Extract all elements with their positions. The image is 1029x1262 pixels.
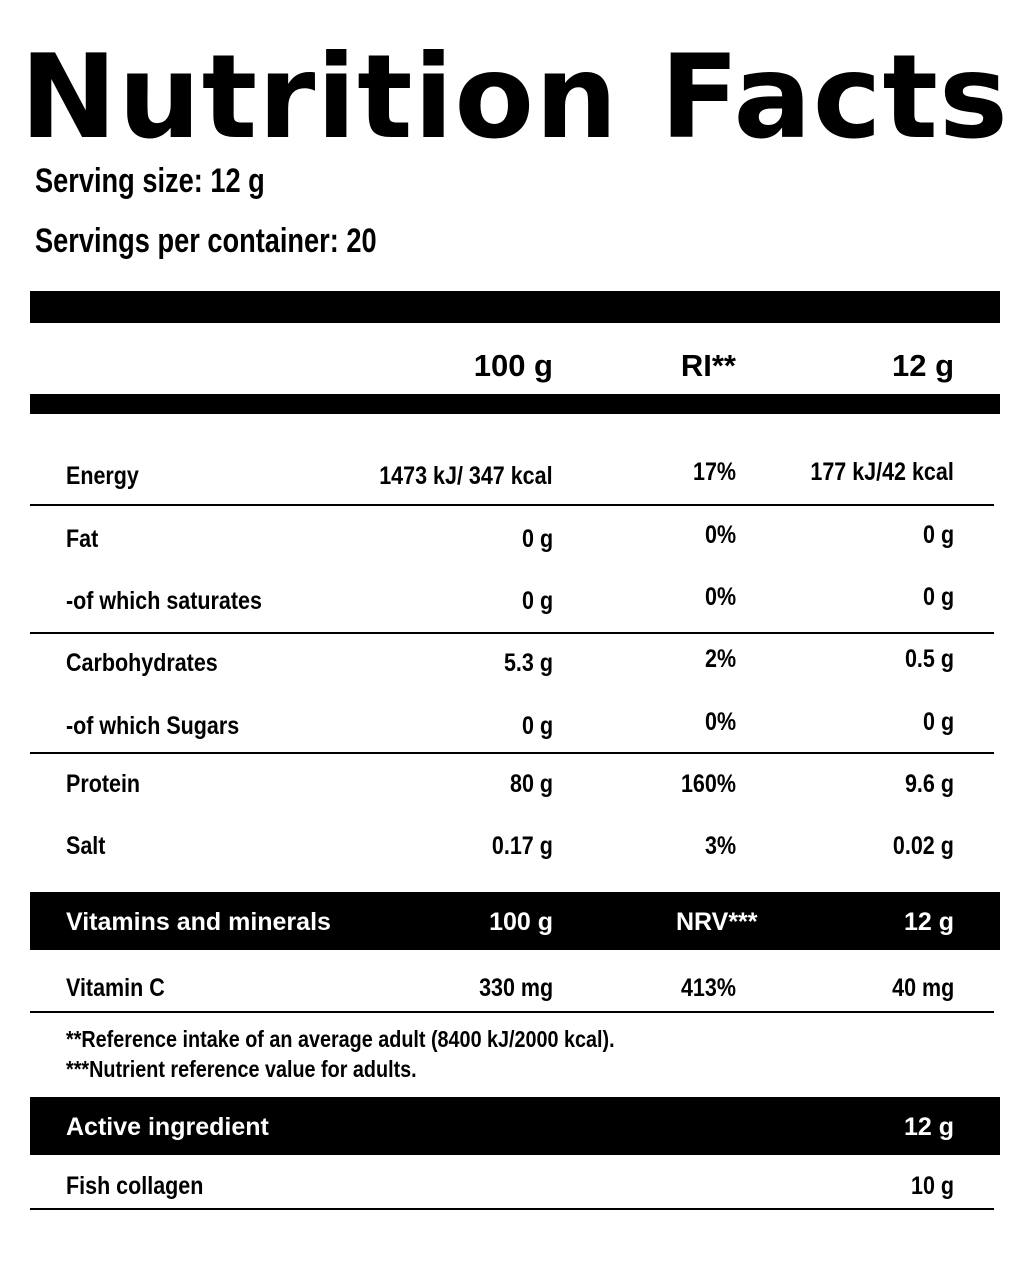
nutrient-per-100g: 0 g xyxy=(521,712,553,740)
row-divider xyxy=(30,752,994,754)
vitamins-header-label: Vitamins and minerals xyxy=(66,908,331,936)
serving-size: Serving size: 12 g xyxy=(35,162,265,200)
nutrient-name: Carbohydrates xyxy=(66,649,218,677)
nutrient-ri: 160% xyxy=(681,770,736,798)
servings-per-container: Servings per container: 20 xyxy=(35,222,377,260)
active-header-row xyxy=(0,1107,1029,1147)
row-divider xyxy=(30,1011,994,1013)
table-row xyxy=(0,581,1029,621)
vitamins-header-per-100g: 100 g xyxy=(489,908,553,936)
nutrient-name: Protein xyxy=(66,770,141,798)
nutrient-per-serving: 0.5 g xyxy=(904,645,954,673)
row-divider xyxy=(30,1208,994,1210)
vitamin-name: Vitamin C xyxy=(66,974,165,1002)
nutrient-name: Energy xyxy=(66,462,139,490)
header-per-100g: 100 g xyxy=(473,348,553,383)
nutrient-name: Salt xyxy=(66,832,106,860)
vitamins-header-nrv: NRV*** xyxy=(676,908,758,936)
table-row xyxy=(0,764,1029,804)
vitamin-per-100g: 330 mg xyxy=(478,974,553,1002)
table-row xyxy=(0,968,1029,1008)
row-divider xyxy=(30,504,994,506)
vitamins-header-row xyxy=(0,902,1029,942)
table-row xyxy=(0,826,1029,866)
row-divider xyxy=(30,632,994,634)
nutrient-per-serving: 0 g xyxy=(922,521,954,549)
column-header-row xyxy=(0,346,1029,386)
active-ingredient-per-serving: 10 g xyxy=(910,1172,954,1200)
vitamin-per-serving: 40 mg xyxy=(891,974,954,1002)
nutrient-name: -of which Sugars xyxy=(66,712,240,740)
footnote-ri: **Reference intake of an average adult (8400 kJ/2000 kcal). xyxy=(66,1026,615,1052)
footnote-nrv: ***Nutrient reference value for adults. xyxy=(66,1056,417,1082)
nutrient-per-serving: 0 g xyxy=(922,583,954,611)
vitamin-nrv: 413% xyxy=(681,974,736,1002)
table-row xyxy=(0,706,1029,746)
nutrient-name: Fat xyxy=(66,525,99,553)
table-row xyxy=(0,643,1029,683)
page-title: Nutrition Facts xyxy=(20,30,1009,165)
top-divider-bar xyxy=(30,291,1000,323)
header-ri: RI** xyxy=(680,348,736,383)
nutrient-per-serving: 0.02 g xyxy=(893,832,954,860)
table-row xyxy=(0,519,1029,559)
nutrient-ri: 3% xyxy=(704,832,736,860)
nutrient-ri: 0% xyxy=(704,708,736,736)
nutrient-ri: 0% xyxy=(704,583,736,611)
nutrient-ri: 2% xyxy=(704,645,736,673)
table-row xyxy=(0,456,1029,496)
nutrient-per-100g: 80 g xyxy=(509,770,553,798)
nutrient-ri: 0% xyxy=(704,521,736,549)
active-header-label: Active ingredient xyxy=(66,1113,269,1141)
nutrient-per-serving: 177 kJ/42 kcal xyxy=(810,458,954,486)
active-ingredient-name: Fish collagen xyxy=(66,1172,204,1200)
header-divider-bar xyxy=(30,394,1000,414)
nutrient-per-100g: 5.3 g xyxy=(503,649,553,677)
nutrient-per-serving: 9.6 g xyxy=(904,770,954,798)
nutrient-ri: 17% xyxy=(692,458,736,486)
nutrient-per-100g: 0.17 g xyxy=(492,832,553,860)
nutrient-per-serving: 0 g xyxy=(922,708,954,736)
active-header-per-serving: 12 g xyxy=(903,1113,954,1141)
nutrient-per-100g: 1473 kJ/ 347 kcal xyxy=(379,462,553,490)
nutrient-per-100g: 0 g xyxy=(521,587,553,615)
table-row xyxy=(0,1166,1029,1206)
nutrient-per-100g: 0 g xyxy=(521,525,553,553)
nutrient-name: -of which saturates xyxy=(66,587,262,615)
header-per-serving: 12 g xyxy=(891,348,954,383)
vitamins-header-per-serving: 12 g xyxy=(903,908,954,936)
